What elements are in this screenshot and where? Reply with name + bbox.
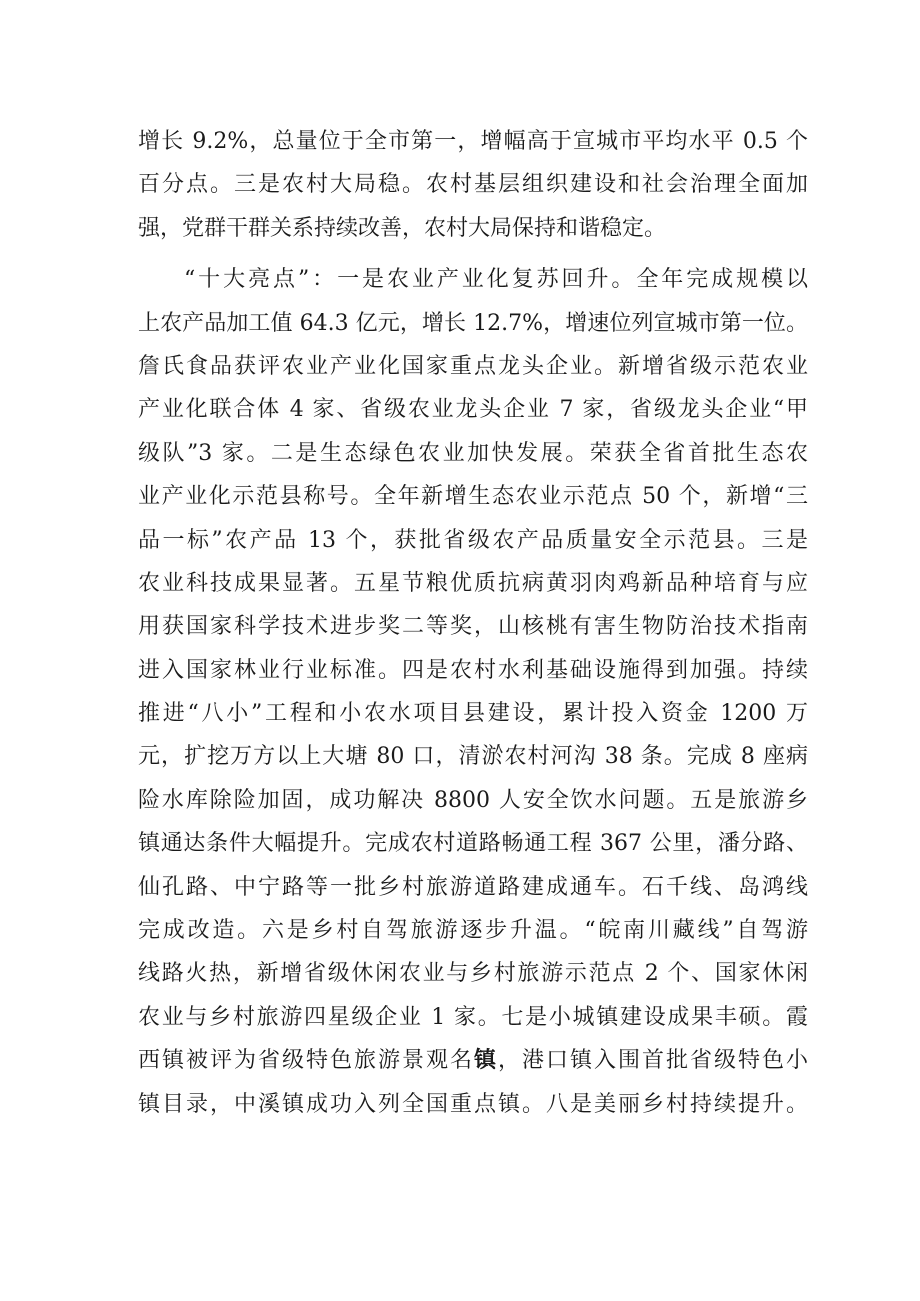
text-line: 镇目录，中溪镇成功入列全国重点镇。八是美丽乡村持续提升。	[138, 1091, 808, 1117]
text-line: 产业化联合体 4 家、省级农业龙头企业 7 家，省级龙头企业“甲	[138, 397, 808, 423]
text-line: 业产业化示范县称号。全年新增生态农业示范点 50 个，新增“三	[138, 484, 808, 510]
text-line: 镇通达条件大幅提升。完成农村道路畅通工程 367 公里，潘分路、	[138, 831, 808, 857]
text-segment: ，港口镇入围首批省级特色小	[497, 1048, 808, 1074]
text-line: 詹氏食品获评农业产业化国家重点龙头企业。新增省级示范农业	[138, 353, 808, 379]
text-segment: 西镇被评为省级特色旅游景观名	[138, 1048, 474, 1074]
text-line: 推进“八小”工程和小农水项目县建设，累计投入资金 1200 万	[138, 701, 808, 727]
text-line: 线路火热，新增省级休闲农业与乡村旅游示范点 2 个、国家休闲	[138, 961, 808, 987]
text-line	[138, 1039, 808, 1082]
text-line: 增长 9.2%，总量位于全市第一，增幅高于宣城市平均水平 0.5 个	[138, 129, 808, 154]
text-line: 上农产品加工值 64.3 亿元，增长 12.7%，增速位列宣城市第一位。	[138, 310, 808, 336]
text-line: 农业与乡村旅游四星级企业 1 家。七是小城镇建设成果丰硕。霞	[138, 1004, 808, 1030]
text-line: 百分点。三是农村大局稳。农村基层组织建设和社会治理全面加	[138, 172, 808, 198]
text-line: 农业科技成果显著。五星节粮优质抗病黄羽肉鸡新品种培育与应	[138, 570, 808, 596]
text-line: 品一标”农产品 13 个，获批省级农产品质量安全示范县。三是	[138, 527, 808, 553]
text-line: 仙孔路、中宁路等一批乡村旅游道路建成通车。石千线、岛鸿线	[138, 874, 808, 900]
text-line: 级队”3 家。二是生态绿色农业加快发展。荣获全省首批生态农	[138, 440, 808, 466]
text-line: 强，党群干群关系持续改善，农村大局保持和谐稳定。	[138, 215, 667, 241]
text-line: 完成改造。六是乡村自驾旅游逐步升温。“皖南川藏线”自驾游	[138, 918, 808, 944]
text-line: 用获国家科学技术进步奖二等奖，山核桃有害生物防治技术指南	[138, 614, 808, 640]
text-line: 进入国家林业行业标准。四是农村水利基础设施得到加强。持续	[138, 657, 808, 683]
body-text	[138, 120, 808, 1126]
text-line: 元，扩挖万方以上大塘 80 口，清淤农村河沟 38 条。完成 8 座病	[138, 744, 808, 770]
paragraph-gap	[138, 250, 808, 258]
bold-text-segment: 镇	[473, 1047, 498, 1074]
text-line: 险水库除险加固，成功解决 8800 人安全饮水问题。五是旅游乡	[138, 787, 808, 813]
text-line: “十大亮点”：一是农业产业化复苏回升。全年完成规模以	[184, 267, 808, 293]
